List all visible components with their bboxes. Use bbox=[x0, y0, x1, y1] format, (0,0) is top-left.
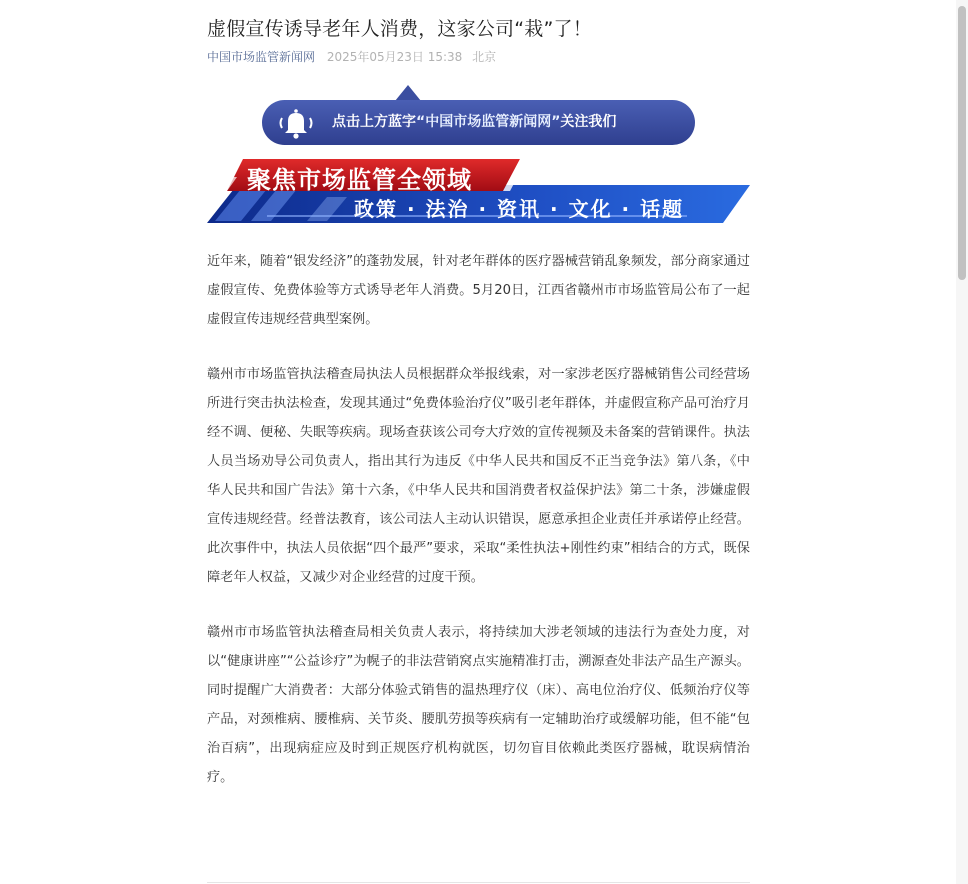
article-paragraph: 赣州市市场监管执法稽查局相关负责人表示，将持续加大涉老领域的违法行为查处力度，对以“健康讲座”“公益诊疗”为幌子的非法营销窝点实施精准打击，溯源查处非法产品生产源头。同时提醒广大消费者：大部分体验式销售的温热理疗仪（床）、高电位治疗仪、低频治疗仪等产品，对颈椎病、腰椎病、关节炎、腰肌劳损等疾病有一定辅助治疗或缓解功能，但不能“包治百病”，出现病症应及时到正规医疗机构就医，切勿盲目依赖此类医疗器械，耽误病情治疗。 bbox=[207, 625, 750, 785]
follow-text-highlight: “中国市场监管新闻网” bbox=[416, 114, 561, 130]
scrollbar-thumb[interactable] bbox=[958, 6, 966, 280]
article-paragraph: 近年来，随着“银发经济”的蓬勃发展，针对老年群体的医疗器械营销乱象频发，部分商家通过虚假宣传、免费体验等方式诱导老年人消费。5月20日，江西省赣州市市场监管局公布了一起虚假宣传违规经营典型案例。 bbox=[207, 254, 750, 327]
bottom-divider bbox=[207, 882, 750, 883]
page-scrollbar[interactable] bbox=[956, 0, 968, 884]
follow-text bbox=[332, 100, 616, 145]
article-location: 北京 bbox=[472, 50, 497, 64]
article-meta bbox=[207, 49, 750, 65]
article-title: 虚假宣传诱导老年人消费，这家公司“栽”了！ bbox=[207, 18, 592, 40]
bell-icon bbox=[276, 106, 316, 140]
article-publish-time: 2025年05月23日 15:38 bbox=[326, 50, 463, 64]
slogan-sub-text: 政策 · 法治 · 资讯 · 文化 · 话题 bbox=[354, 197, 685, 221]
article-source-link[interactable]: 中国市场监管新闻网 bbox=[207, 50, 316, 64]
follow-prompt[interactable] bbox=[262, 100, 695, 145]
follow-text-suffix: 关注我们 bbox=[560, 114, 617, 130]
follow-banner bbox=[207, 85, 750, 163]
slogan-main-text: 聚焦市场监管全领域 bbox=[247, 165, 472, 194]
follow-text-prefix: 点击上方蓝字 bbox=[332, 114, 416, 130]
article-container bbox=[207, 0, 750, 818]
article-body bbox=[207, 247, 750, 792]
slogan-banner bbox=[207, 157, 750, 227]
article-paragraph: 赣州市市场监管执法稽查局执法人员根据群众举报线索，对一家涉老医疗器械销售公司经营场所进行突击执法检查，发现其通过“免费体验治疗仪”吸引老年群体，并虚假宣称产品可治疗月经不调、便秘、失眠等疾病。现场查获该公司夸大疗效的宣传视频及未备案的营销课件。执法人员当场劝导公司负责人，指出其行为违反《中华人民共和国反不正当竞争法》第八条，《中华人民共和国广告法》第十六条，《中华人民共和国消费者权益保护法》第二十条，涉嫌虚假宣传违规经营。经普法教育，该公司法人主动认识错误，愿意承担企业责任并承诺停止经营。此次事件中，执法人员依据“四个最严”要求，采取“柔性执法+刚性约束”相结合的方式，既保障老年人权益，又减少对企业经营的过度干预。 bbox=[207, 367, 750, 585]
up-arrow-icon bbox=[395, 85, 421, 101]
